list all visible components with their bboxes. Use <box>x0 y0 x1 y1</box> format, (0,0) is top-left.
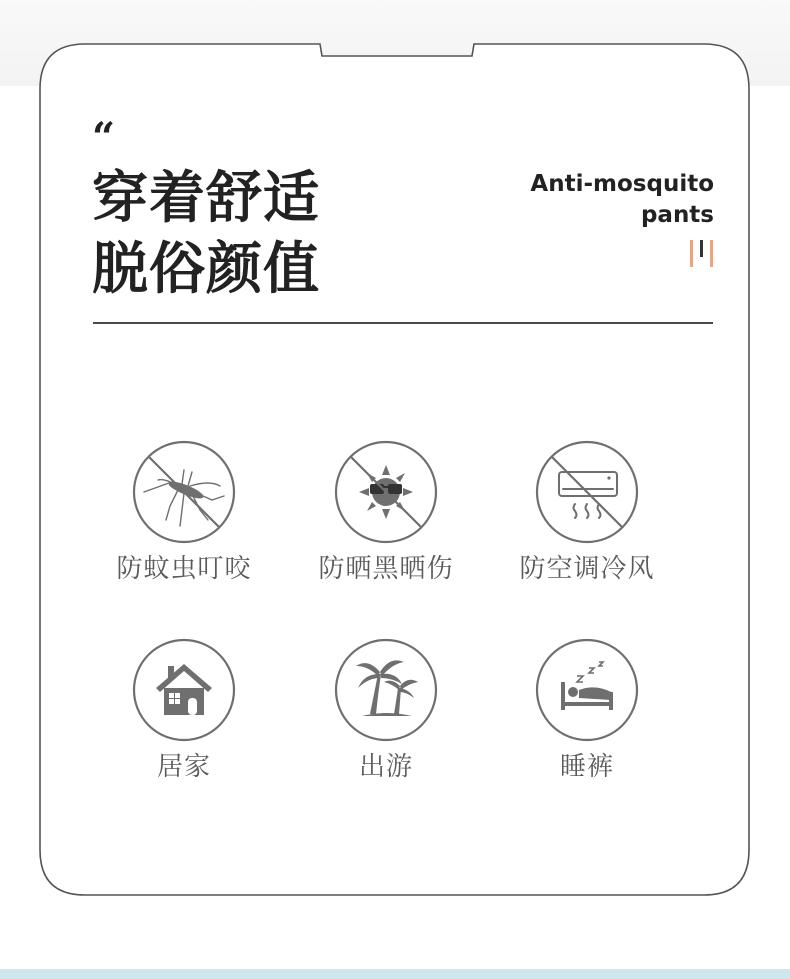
accent-bar-orange-left <box>690 240 693 267</box>
no-sun-icon <box>334 440 438 544</box>
page-title-line-1: 穿着舒适 <box>92 166 320 231</box>
english-title-line-1: Anti-mosquito <box>530 171 714 197</box>
page-title-line-2: 脱俗颜值 <box>92 237 320 302</box>
feature-label: 出游 <box>358 752 413 782</box>
feature-label: 防晒黑晒伤 <box>318 554 454 584</box>
feature-item-air-conditioner <box>487 440 687 586</box>
feature-item-mosquito <box>84 440 284 586</box>
house-icon <box>132 638 236 742</box>
feature-label: 防空调冷风 <box>519 554 655 584</box>
accent-bars <box>690 240 714 267</box>
no-air-conditioner-icon <box>535 440 639 544</box>
feature-item-home <box>84 638 284 784</box>
feature-item-sleep <box>487 638 687 784</box>
sleeping-bed-icon <box>535 638 639 742</box>
english-title-line-2: pants <box>640 202 714 228</box>
accent-bar-orange-right <box>710 240 713 267</box>
quote-mark: “ <box>92 114 116 161</box>
header-divider <box>93 322 713 324</box>
palm-trees-icon <box>334 638 438 742</box>
no-mosquito-icon <box>132 440 236 544</box>
feature-label: 防蚊虫叮咬 <box>116 554 252 584</box>
feature-label: 睡裤 <box>559 752 614 782</box>
feature-label: 居家 <box>156 752 211 782</box>
feature-item-sun <box>286 440 486 586</box>
feature-item-travel <box>286 638 486 784</box>
accent-bar-dark <box>700 240 703 257</box>
